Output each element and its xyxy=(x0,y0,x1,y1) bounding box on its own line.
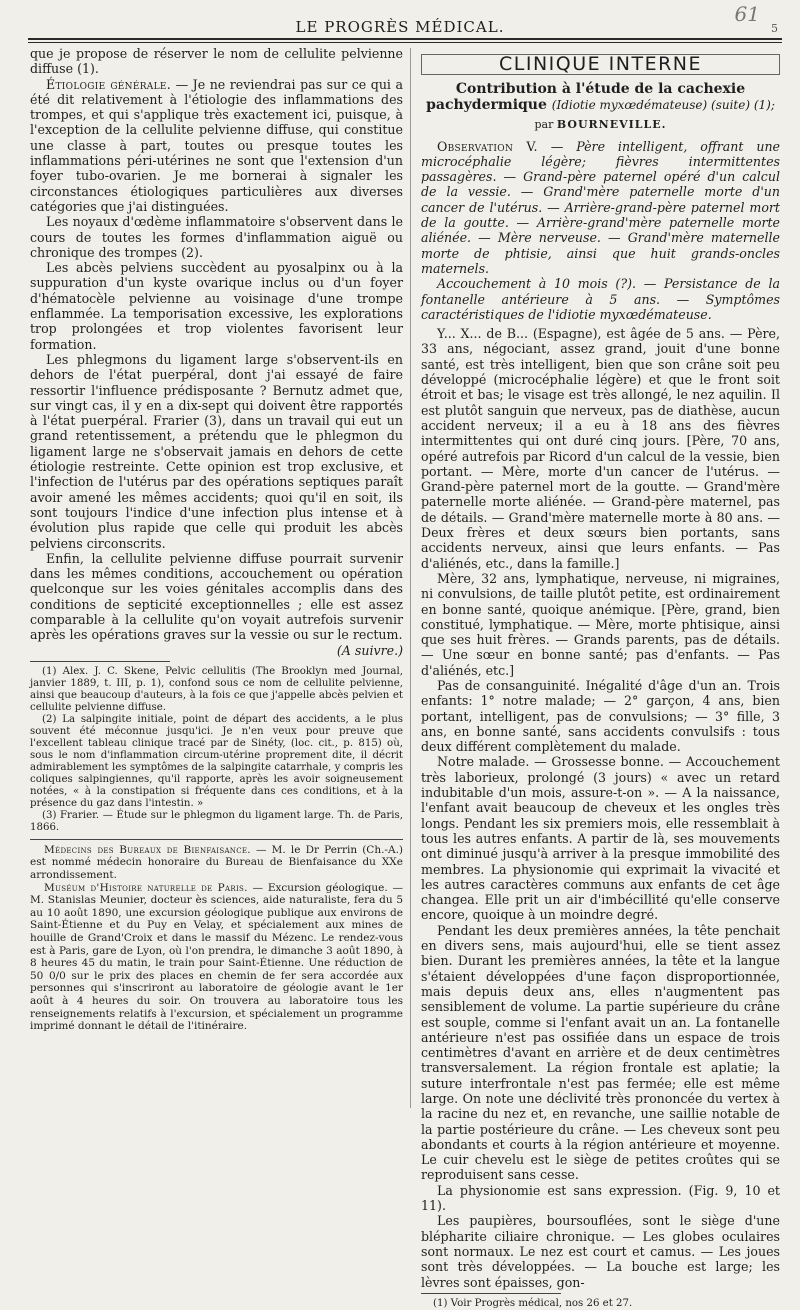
handwritten-page-note: 61 xyxy=(734,2,760,26)
article-body xyxy=(421,139,780,1290)
left-column xyxy=(30,46,403,1033)
news-museum xyxy=(30,882,403,1033)
page-number: 5 xyxy=(771,22,778,35)
observation-summary xyxy=(421,139,780,277)
footnote-2: (2) La salpingite initiale, point de départ des accidents, a le plus souvent été méconnue jusqu'ici. Je n'en veux pour preuve que l'excellent tableau clinique tracé par de Sinéty, (loc. cit., p. 815) où, sous le nom d'inflammation circum-utérine proprement dite, il décrit admirablement les symptômes de la salpingite catarrhale, y compris les coliques salpingiennes, qu'il rapporte, après les avoir soigneusement notées, « à la constipation si fréquente dans ces conditions, et à la présence du gaz dans l'intestin. » xyxy=(30,713,403,809)
paragraph-noyaux: Les noyaux d'œdème inflammatoire s'observent dans le cours de toutes les formes d'inflammation aiguë ou chronique des trompes (2). xyxy=(30,214,403,260)
news-items xyxy=(30,844,403,1033)
news-bienfaisance-heading: Médecins des Bureaux de Bienfaisance. xyxy=(44,843,251,856)
paragraph-r1: Y... X... de B... (Espagne), est âgée de 5 ans. — Père, 33 ans, négociant, assez grand, jouit d'une bonne santé, est très intelligent, bien que son crâne soit peu développé (microcéphalie légère) et que le front soit étroit et bas; le visage est très allongé, le nez aquilin. Il est plutôt sanguin que nerveux, pas de diathèse, aucun accident nerveux; il a eu à 18 ans des fièvres intermittentes qui ont duré cinq jours. [Père, 70 ans, opéré autrefois par Ricord d'un calcul de la vessie, bien portant. — Mère, morte d'un cancer de l'utérus. — Grand-père paternel mort de la goutte. — Grand'mère paternelle morte aliénée. — Grand-père maternel, pas de détails. — Grand'mère maternelle morte à 80 ans. — Deux frères et deux sœurs bien portants, sans accidents nerveux, ainsi que leurs enfants. — Pas d'aliénés, etc., dans la famille.] xyxy=(421,326,780,571)
paragraph-intro: que je propose de réserver le nom de cellulite pelvienne diffuse (1). xyxy=(30,46,403,77)
right-column xyxy=(421,46,780,1310)
paragraph-r3: Pas de consanguinité. Inégalité d'âge d'un an. Trois enfants: 1° notre malade; — 2° garçon, 4 ans, bien portant, intelligent, pas de convulsions; — 3° fille, 3 ans, en bonne santé, sans accidents convulsifs : tous deux différent complètement du malade. xyxy=(421,677,780,755)
running-title: LE PROGRÈS MÉDICAL. xyxy=(295,18,505,36)
news-museum-heading: Muséum d'Histoire naturelle de Paris. xyxy=(44,881,248,894)
article-title xyxy=(421,81,780,113)
news-museum-text: — Excursion géologique. — M. Stanislas Meunier, docteur ès sciences, aide naturaliste, fera du 5 au 10 août 1890, une excursion géologique publique aux environs de Saint-Étienne et du Puy en Velay, et spécialement aux mines de houille de Grand'Croix et dans le massif du Mézenc. Le rendez-vous est à Paris, gare de Lyon, où l'on prendra, le dimanche 3 août 1890, à 8 heures 45 du matin, le train pour Saint-Étienne. Une réduction de 50 0/0 sur le prix des places en chemin de fer sera accordée aux personnes qui s'inscriront au laboratoire de géologie avant le 1er août à 4 heures du soir. On trouvera au laboratoire tous les renseignements relatifs à l'excursion, et spécialement un programme imprimé donnant le détail de l'itinéraire. xyxy=(30,881,403,1033)
author-name: BOURNEVILLE. xyxy=(556,118,667,132)
paragraph-r5: Pendant les deux premières années, la tête penchait en divers sens, mais aujourd'hui, elle se tient assez bien. Durant les premières années, la tête et la langue s'étaient développées d'une façon disproportionnée, mais depuis deux ans, elles n'augmentent pas sensiblement de volume. La partie supérieure du crâne est souple, comme si l'enfant avait un an. La fontanelle antérieure n'est pas ossifiée dans un espace de trois centimètres d'avant en arrière et de deux centimètres transversalement. La région frontale est aplatie; la suture interfrontale n'est pas fermée; elle est même large. On note une déclivité très prononcée du vertex à la racine du nez et, en revanche, une saillie notable de la partie postérieure du crâne. — Les cheveux sont peu abondants et courts à la région antérieure et moyenne. Le cuir chevelu est le siège de petites croûtes qui se reproduisent sans cesse. xyxy=(421,922,780,1183)
a-suivre-row xyxy=(30,643,403,658)
paragraph-r2: Mère, 32 ans, lymphatique, nerveuse, ni migraines, ni convulsions, de taille plutôt petite, est ordinairement en bonne santé, quoique anémique. [Père, grand, bien constitué, lymphatique. — Mère, morte phtisique, ainsi que ses huit frères. — Grands parents, pas de détails. — Une sœur en bonne santé; pas d'enfants. — Pas d'aliénés, etc.] xyxy=(421,570,780,678)
footnotes-left xyxy=(30,666,403,834)
article-subtitle: (Idiotie myxœdémateuse) (suite) (1); xyxy=(551,98,775,113)
header-rule-thin xyxy=(28,42,782,43)
paragraph-r4: Notre malade. — Grossesse bonne. — Accouchement très laborieux, prolongé (3 jours) « avec un retard indubitable d'un mois, assure-t-on ». — A la naissance, l'enfant avait beaucoup de cheveux et les ongles très longs. Pendant les six premiers mois, elle ressemblait à tous les autres enfants. A partir de là, ses mouvements ont diminué jusqu'à arriver à la presque immobilité des membres. La physionomie qui exprimait la vivacité et les autres caractères communs aux enfants de cet âge changea. Elle prit un air d'imbécillité qu'elle conserve encore, quoique à un moindre degré. xyxy=(421,754,780,923)
paragraph-r7: Les paupières, boursouflées, sont le siège d'une blépharite ciliaire chronique. — Les globes oculaires sont normaux. Le nez est court et camus. — Les joues sont très développées. — La bouche est large; les lèvres sont épaisses, gon- xyxy=(421,1213,780,1290)
article-title-text: Contribution à l'étude de la cachexie pachydermique xyxy=(426,81,746,114)
paragraph-abces: Les abcès pelviens succèdent au pyosalpinx ou à la suppuration d'un kyste ovarique inclus ou d'un foyer d'hématocèle pelvienne au voisinage d'une trompe enflammée. La temporisation excessive, les explorations trop prolongées et trop violentes favorisent leur formation. xyxy=(30,260,403,352)
etiologie-heading: Étiologie générale. xyxy=(46,76,172,92)
observation-heading: Observation V. xyxy=(437,138,538,154)
observation-summary-2: Accouchement à 10 mois (?). — Persistance de la fontanelle antérieure à 5 ans. — Symptômes caractéristiques de l'idiotie myxœdémateuse. xyxy=(421,276,780,322)
paragraph-phlegmons: Les phlegmons du ligament large s'observent-ils en dehors de l'état puerpéral, dont j'ai essayé de faire ressortir l'influence prédisposante ? Bernutz admet que, sur vingt cas, il y en a dix-sept qui doivent être rapportés à l'état puerpéral. Frarier (3), dans un travail qui eut un grand retentissement, a prétendu que le phlegmon du ligament large ne s'observait jamais en dehors de cette étiologie restreinte. Cette opinion est trop exclusive, et l'infection de l'utérus par des opérations septiques paraît avoir amené les mêmes accidents; quoi qu'il en soit, ils sont toujours l'indice d'une infection plus intense et à évolution plus rapide que celle qui produit les abcès pelviens circonscrits. xyxy=(30,351,403,551)
header-rule xyxy=(28,38,782,40)
author-line xyxy=(421,117,780,132)
column-divider xyxy=(410,48,411,1108)
paragraph-r6: La physionomie est sans expression. (Fig. 9, 10 et 11). xyxy=(421,1182,780,1214)
etiologie-text: — Je ne reviendrai pas sur ce qui a été dit relativement à l'étiologie des inflammations des trompes, et qui s'applique très exactement ici, puisque, à l'exception de la cellulite pelvienne diffuse, qui constitue une classe à part, toutes ou presque toutes les inflammations péri-utérines ne sont que l'extension d'un foyer tubo-ovarien. Je me bornerai à signaler les circonstances étiologiques particulières aux diverses catégories que j'ai distinguées. xyxy=(30,76,403,214)
footnote-1: (1) Alex. J. C. Skene, Pelvic cellulitis (The Brooklyn med Journal, janvier 1889, t. III, p. 1), confond sous ce nom de cellulite pelvienne, ainsi que beaucoup d'auteurs, à la fois ce que j'appelle abcès pelvien et cellulite pelvienne diffuse. xyxy=(30,665,403,713)
section-heading: CLINIQUE INTERNE xyxy=(421,54,780,75)
footnote-3: (3) Frarier. — Étude sur le phlegmon du ligament large. Th. de Paris, 1866. xyxy=(30,809,403,833)
footnote-right: (1) Voir Progrès médical, nos 26 et 27. xyxy=(433,1297,633,1309)
observation-text: — Père intelligent, offrant une microcéphalie légère; fièvres intermittentes passagères. — Grand-père paternel opéré d'un calcul de la vessie. — Grand'mère paternelle morte d'un cancer de l'utérus. — Arrière-grand-père paternel mort de la goutte. — Arrière-grand'mère paternelle morte aliénée. — Mère nerveuse. — Grand'mère maternelle morte de phtisie, ainsi que huit grands-oncles maternels. xyxy=(421,138,781,276)
news-bienfaisance xyxy=(30,844,403,882)
author-prefix: par xyxy=(534,118,554,132)
paragraph-etiologie xyxy=(30,77,403,215)
news-bienfaisance-text: — M. le Dr Perrin (Ch.-A.) est nommé médecin honoraire du Bureau de Bienfaisance du XXe arrondissement. xyxy=(30,843,404,882)
footnote-rule xyxy=(30,661,170,662)
paragraph-cellulite: Enfin, la cellulite pelvienne diffuse pourrait survenir dans les mêmes conditions, accouchement ou opération quelconque sur les voies génitales accomplis dans des conditions de septicité exceptionnelles ; elle est assez comparable à la cellulite qu'on voyait autrefois survenir après les opérations graves sur la vessie ou sur le rectum. xyxy=(30,550,403,643)
news-rule xyxy=(30,839,403,840)
a-suivre: (A suivre.) xyxy=(336,642,403,658)
footnote-rule-right xyxy=(421,1293,561,1294)
